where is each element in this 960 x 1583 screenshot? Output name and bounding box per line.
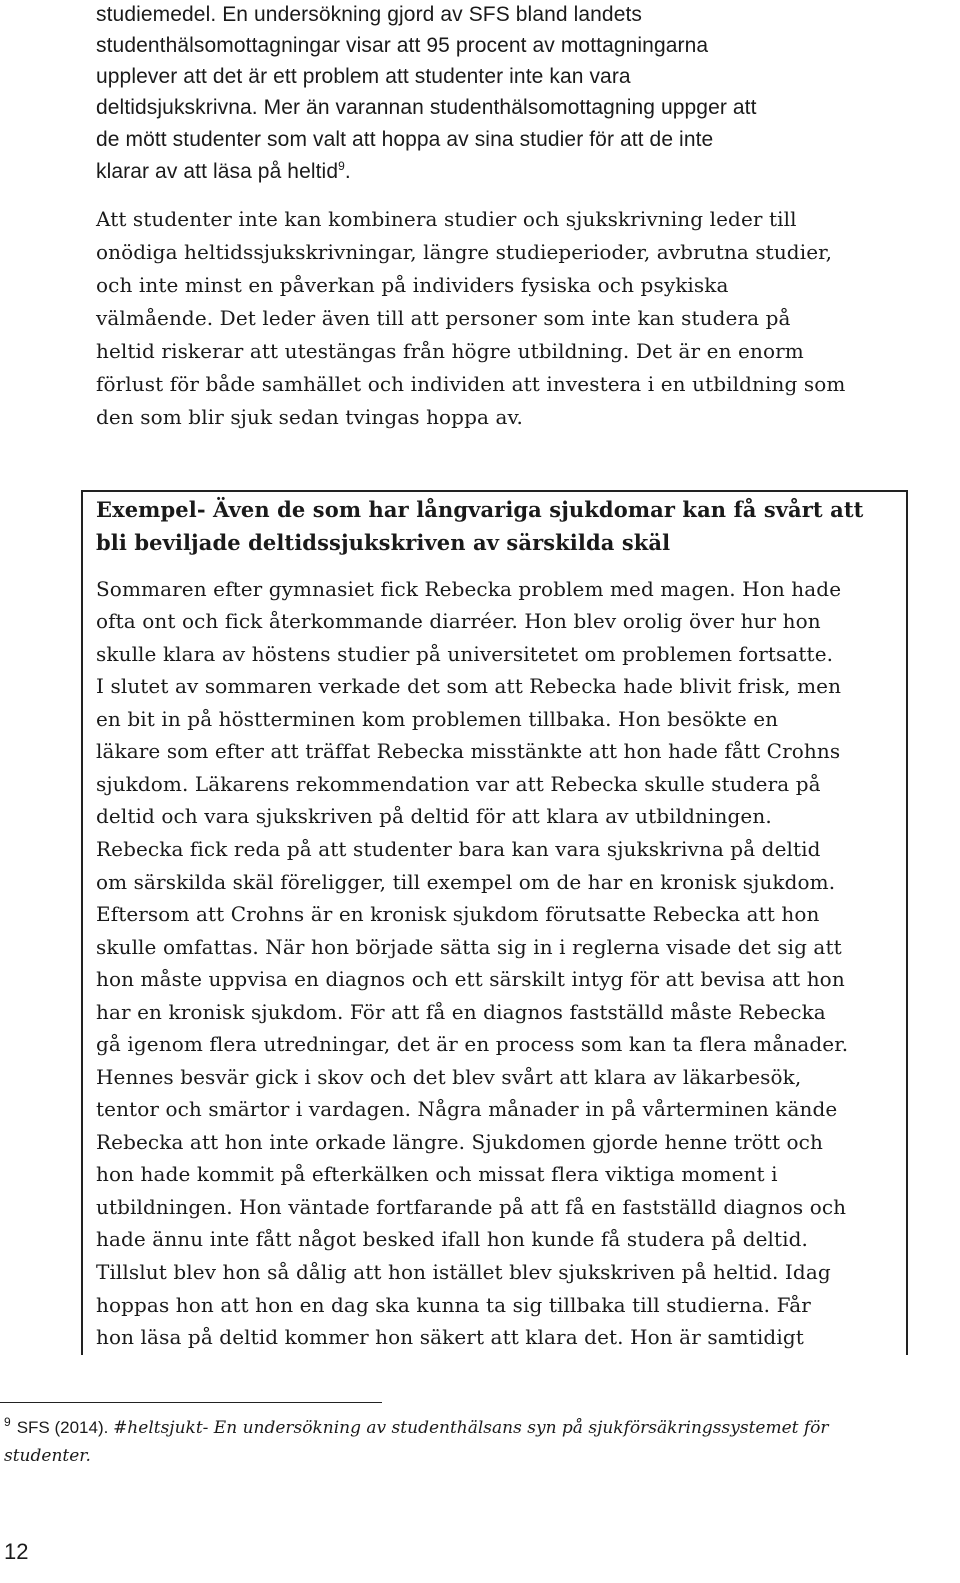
para2-line: förlust för både samhället och individen att investera i en utbildning som (96, 372, 846, 396)
example-box-line: Tillslut blev hon så dålig att hon istället blev sjukskriven på heltid. Idag (96, 1260, 831, 1284)
para2-line: och inte minst en påverkan på individers fysiska och psykiska (96, 273, 729, 297)
para1-line: deltidsjukskrivna. Mer än varannan studenthälsomottagning uppger att (96, 96, 757, 119)
example-box-line: gå igenom flera utredningar, det är en process som kan ta flera månader. (96, 1032, 849, 1056)
example-box-line: hade ännu inte fått något besked ifall hon kunde få studera på deltid. (96, 1227, 809, 1251)
para2-line: välmående. Det leder även till att personer som inte kan studera på (96, 306, 791, 330)
example-box-line: ofta ont och fick återkommande diarréer. Hon blev orolig över hur hon (96, 609, 821, 633)
example-box-line: Rebecka att hon inte orkade längre. Sjukdomen gjorde henne trött och (96, 1130, 823, 1154)
example-box-line: I slutet av sommaren verkade det som att Rebecka hade blivit frisk, men (96, 674, 842, 698)
footnote (4, 1414, 829, 1443)
para1-line: studenthälsomottagningar visar att 95 procent av mottagningarna (96, 34, 709, 57)
para1-period: . (344, 160, 351, 183)
para2-line: Att studenter inte kan kombinera studier och sjukskrivning leder till (96, 207, 797, 231)
example-box-border-right (906, 490, 908, 1355)
example-box-line: utbildningen. Hon väntade fortfarande på att få en fastställd diagnos och (96, 1195, 847, 1219)
example-box-line: sjukdom. Läkarens rekommendation var att Rebecka skulle studera på (96, 772, 821, 796)
example-box-border-top (81, 490, 908, 492)
para1-line: upplever att det är ett problem att studenter inte kan vara (96, 65, 631, 88)
example-box-line: Rebecka fick reda på att studenter bara kan vara sjukskrivna på deltid (96, 837, 821, 861)
footnote-title-end: studenter. (4, 1446, 91, 1466)
example-box-line: Hennes besvär gick i skov och det blev svårt att klara av läkarbesök, (96, 1065, 802, 1089)
example-box-title: Exempel- Även de som har långvariga sjukdomar kan få svårt att (96, 497, 864, 522)
para1-line: de mött studenter som valt att hoppa av sina studier för att de inte (96, 128, 714, 151)
example-box-line: hoppas hon att hon en dag ska kunna ta sig tillbaka till studierna. Får (96, 1293, 811, 1317)
footnote-separator (0, 1402, 382, 1403)
example-box-line: deltid och vara sjukskriven på deltid för att klara av utbildningen. (96, 804, 772, 828)
para1-line: studiemedel. En undersökning gjord av SFS bland landets (96, 3, 643, 26)
footnote-continuation (4, 1442, 91, 1470)
example-box-border-left (81, 490, 83, 1355)
example-box-title: bli beviljade deltidssjukskriven av särskilda skäl (96, 530, 671, 555)
para1-text: klarar av att läsa på heltid (96, 160, 339, 183)
example-box-line: en bit in på höstterminen kom problemen tillbaka. Hon besökte en (96, 707, 779, 731)
example-box-line: skulle omfattas. När hon började sätta sig in i reglerna visade det sig att (96, 935, 842, 959)
example-box-line: tentor och smärtor i vardagen. Några månader in på vårterminen kände (96, 1097, 838, 1121)
example-box-line: Eftersom att Crohns är en kronisk sjukdom förutsatte Rebecka att hon (96, 902, 820, 926)
para2-line: onödiga heltidssjukskrivningar, längre studieperioder, avbrutna studier, (96, 240, 833, 264)
example-box-line: hon läsa på deltid kommer hon säkert att klara det. Hon är samtidigt (96, 1325, 804, 1349)
example-box-line: om särskilda skäl föreligger, till exempel om de har en kronisk sjukdom. (96, 870, 836, 894)
example-box-line: Sommaren efter gymnasiet fick Rebecka problem med magen. Hon hade (96, 577, 842, 601)
footnote-title: #heltsjukt- En undersökning av studenthälsans syn på sjukförsäkringssystemet för (113, 1418, 829, 1438)
example-box-line: har en kronisk sjukdom. För att få en diagnos fastställd måste Rebecka (96, 1000, 826, 1024)
para2-line: heltid riskerar att utestängas från högre utbildning. Det är en enorm (96, 339, 804, 363)
example-box-line: skulle klara av höstens studier på universitetet om problemen fortsatte. (96, 642, 834, 666)
page-number: 12 (4, 1539, 29, 1564)
footnote-source: SFS (2014). (16, 1418, 114, 1437)
footnote-number: 9 (4, 1415, 11, 1429)
para2-line: den som blir sjuk sedan tvingas hoppa av. (96, 405, 523, 429)
example-box-line: läkare som efter att träffat Rebecka misstänkte att hon hade fått Crohns (96, 739, 841, 763)
example-box-line: hon hade kommit på efterkälken och missat flera viktiga moment i (96, 1162, 778, 1186)
footnote-reference: 9 (338, 159, 345, 173)
example-box-line: hon måste uppvisa en diagnos och ett särskilt intyg för att bevisa att hon (96, 967, 845, 991)
para1-line-last (96, 157, 351, 187)
